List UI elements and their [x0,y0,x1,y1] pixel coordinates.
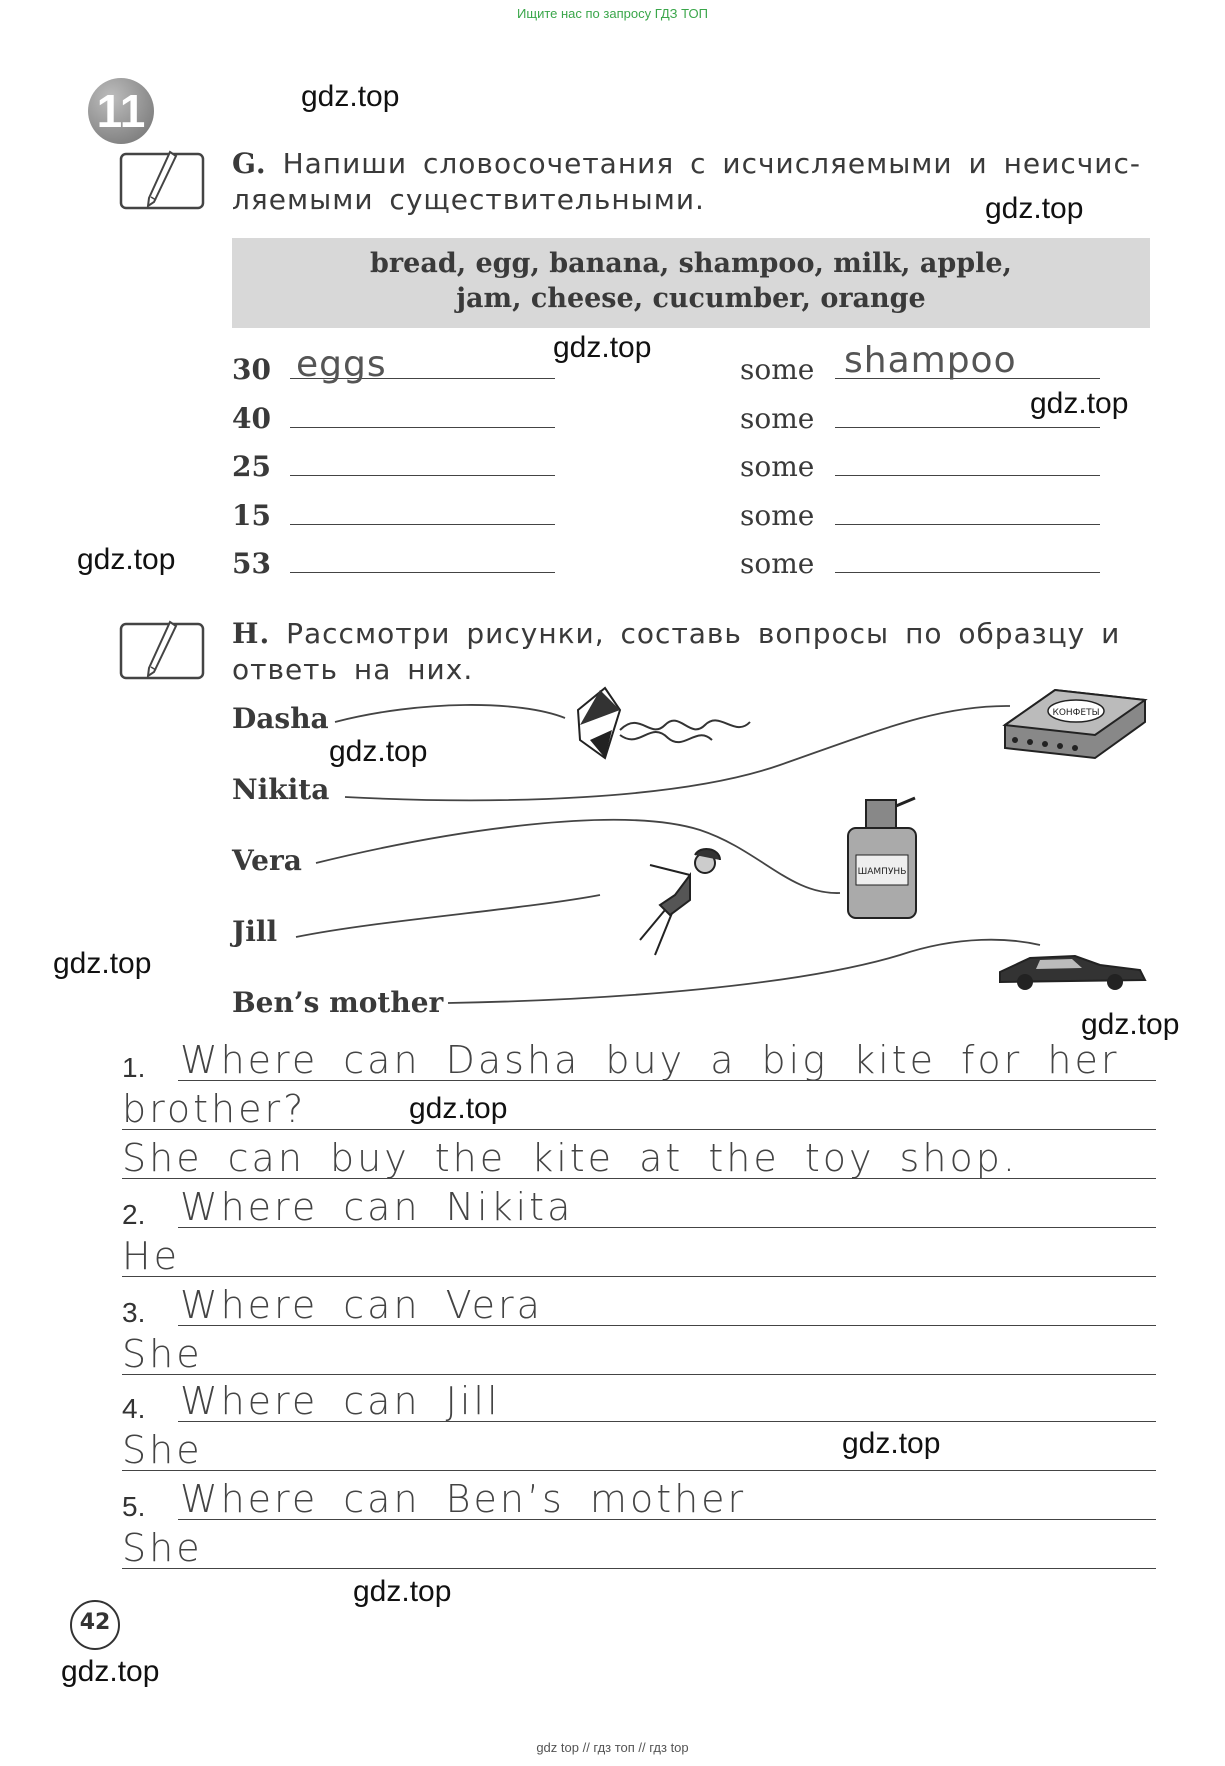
person-name-dasha: Dasha [232,702,329,735]
some-label: some [740,353,815,386]
question-number: 5. [122,1491,146,1522]
watermark: gdz.top [1081,1008,1180,1041]
line-dasha [335,705,565,722]
watermark: gdz.top [409,1092,508,1125]
question-number: 4. [122,1393,146,1424]
task-g-letter: G. [232,147,267,180]
handwritten-answer: She [122,1526,203,1570]
answer-line [290,475,555,476]
question-number: 1. [122,1052,146,1083]
shampoo-bottle-icon [848,798,916,918]
answer-line [835,475,1100,476]
question-number: 3. [122,1297,146,1328]
handwritten-question: Where can Dasha buy a big kite for her [180,1038,1120,1082]
watermark: gdz.top [842,1427,941,1460]
person-name-vera: Vera [232,844,302,877]
handwritten-answer: eggs [296,344,387,385]
answer-line [122,1568,1156,1569]
handwritten-question: Where can Ben’s mother [180,1477,747,1521]
pencil-notebook-icon [118,150,206,212]
watermark: gdz.top [985,192,1084,225]
candy-box-label: КОНФЕТЫ [1052,708,1100,718]
line-jill [296,895,600,937]
row-number: 15 [232,499,271,532]
task-h-instruction [232,616,1152,688]
page-number-badge [70,1600,120,1650]
doll-icon [640,849,720,955]
watermark: gdz.top [1030,387,1129,420]
person-name-nikita: Nikita [232,773,330,806]
car-icon [1000,956,1145,990]
bottom-banner: gdz top // гдз топ // гдз top [536,1740,689,1755]
answer-line [122,1276,1156,1277]
handwritten-question: Where can Jill [180,1379,501,1423]
watermark: gdz.top [61,1655,160,1688]
watermark: gdz.top [53,947,152,980]
question-number: 2. [122,1199,146,1230]
row-number: 40 [232,402,271,435]
answer-line [290,572,555,573]
some-label: some [740,547,815,580]
answer-line [290,427,555,428]
answer-line [122,1374,1156,1375]
task-h-line1: Рассмотри рисунки, составь вопросы по образцу и [286,617,1121,650]
watermark: gdz.top [301,80,400,113]
task-g-line2: ляемыми существительными. [232,183,705,216]
page-number: 42 [79,1610,111,1635]
task-g-instruction [232,146,1152,218]
handwritten-question-cont: brother? [122,1087,307,1131]
watermark: gdz.top [77,543,176,576]
watermark: gdz.top [329,735,428,768]
unit-badge [88,78,154,144]
task-h-line2: ответь на них. [232,653,474,686]
line-vera [316,820,840,893]
word-bank-line2: jam, cheese, cucumber, orange [456,283,926,314]
answer-line [290,524,555,525]
word-bank-line1: bread, egg, banana, shampoo, milk, apple, [370,248,1012,279]
kite-icon [578,688,750,758]
answer-line [835,427,1100,428]
some-label: some [740,499,815,532]
word-bank [232,238,1150,328]
candy-box-icon [1005,690,1145,758]
handwritten-question: Where can Vera [180,1283,543,1327]
shampoo-bottle-label: ШАМПУНЬ [857,867,907,877]
answer-line [835,572,1100,573]
task-h-letter: H. [232,617,271,650]
answer-line [122,1470,1156,1471]
person-name-bens-mother: Ben’s mother [232,986,444,1019]
handwritten-answer: She [122,1332,203,1376]
line-nikita [345,706,1010,800]
handwritten-question: Where can Nikita [180,1185,574,1229]
top-banner: Ищите нас по запросу ГДЗ ТОП [517,6,708,21]
handwritten-answer: She [122,1428,203,1472]
some-label: some [740,450,815,483]
line-bens-mother [448,940,1040,1003]
handwritten-answer: shampoo [844,340,1017,381]
row-number: 53 [232,547,271,580]
task-g-line1: Напиши словосочетания с исчисляемыми и неисчис- [282,147,1141,180]
handwritten-answer: She can buy the kite at the toy shop. [122,1136,1018,1180]
handwritten-answer: He [122,1234,180,1278]
unit-number: 11 [96,85,146,137]
watermark: gdz.top [353,1575,452,1608]
pencil-notebook-icon [118,620,206,682]
watermark: gdz.top [553,331,652,364]
person-name-jill: Jill [232,915,278,948]
row-number: 25 [232,450,271,483]
answer-line [835,524,1100,525]
some-label: some [740,402,815,435]
matching-illustration [0,680,1225,1020]
row-number: 30 [232,353,271,386]
